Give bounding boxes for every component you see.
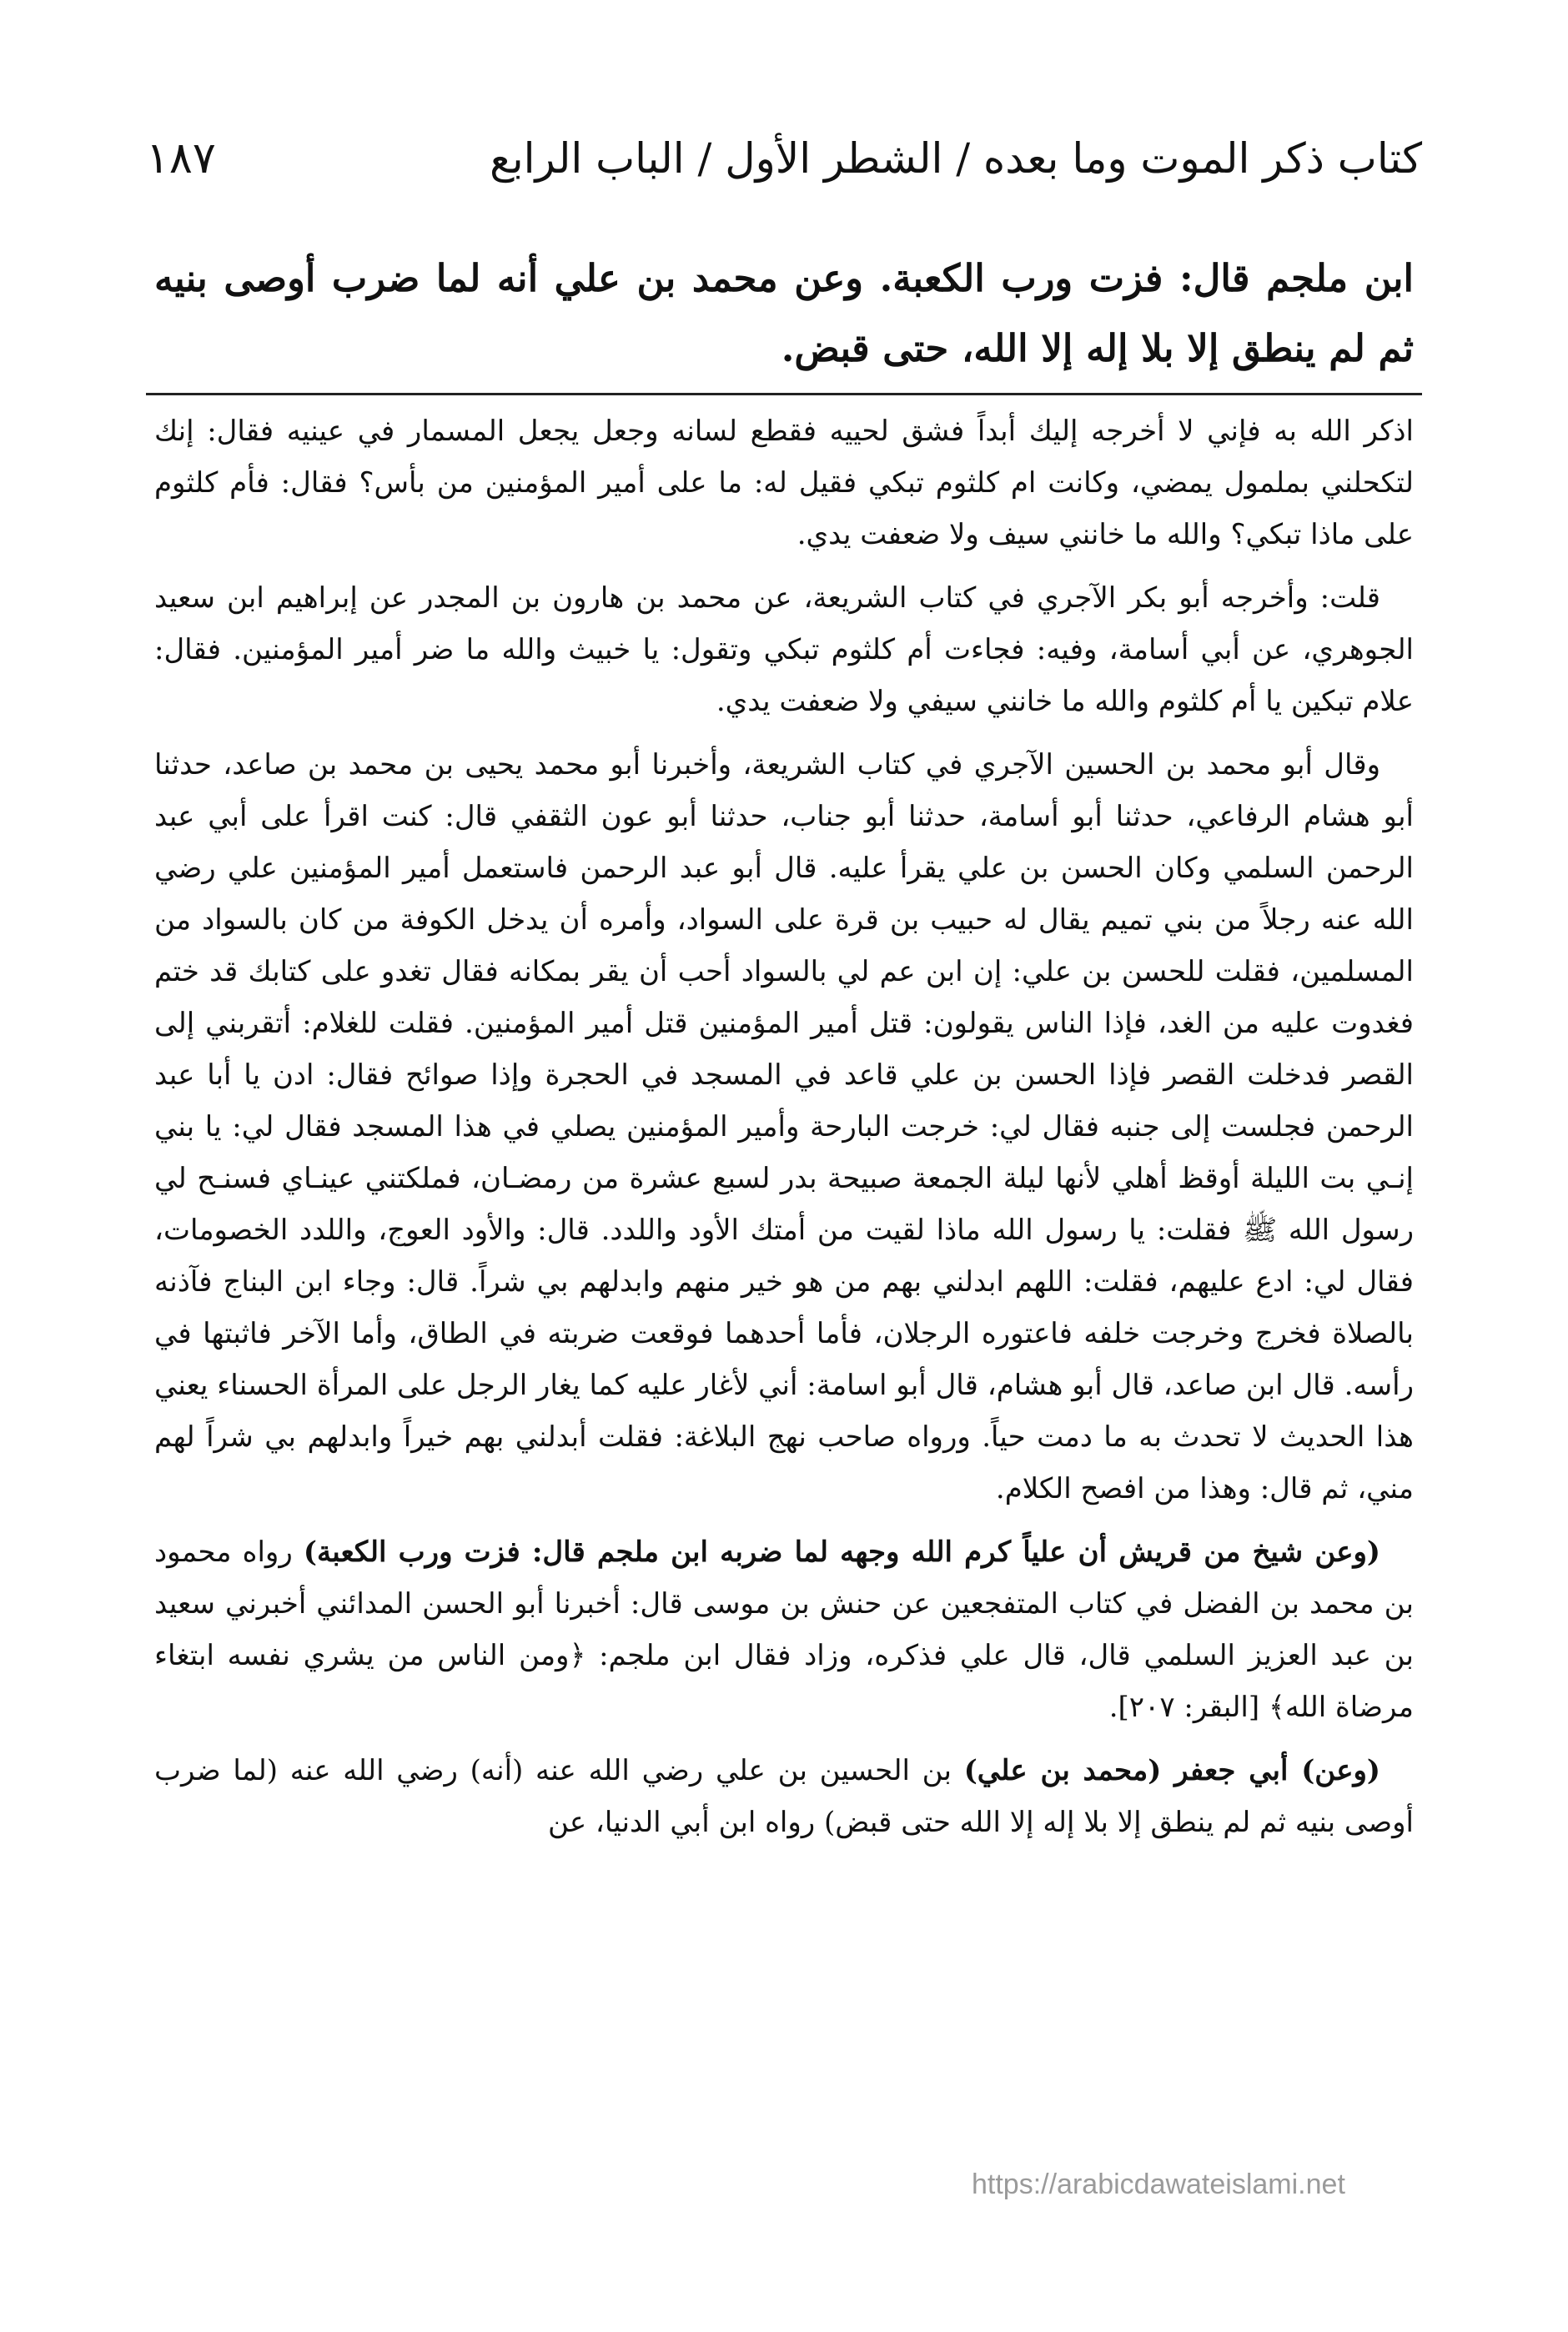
commentary-paragraph [154,1745,1414,1848]
commentary-paragraph [154,1526,1414,1733]
running-head: كتاب ذكر الموت وما بعده / الشطر الأول / الباب الرابع [490,134,1422,183]
watermark: https://arabicdawateislami.net [972,2169,1345,2200]
main-text-block [154,244,1414,384]
commentary-text: رواه محمود بن محمد بن الفضل في كتاب المتفجعين عن حنش بن موسى قال: أخبرنا أبو الحسن المدائني أخبرني سعيد بن عبد العزيز السلمي قال، قال علي فذكره، وزاد فقال ابن ملجم: ﴿ومن الناس من يشري نفسه ابتغاء مرضاة الله﴾ [البقر: ٢٠٧]. [154,1535,1414,1724]
commentary-paragraph [154,405,1414,560]
footnote-divider [146,393,1422,395]
page-number: ١٨٧ [146,133,216,183]
commentary-paragraph [154,572,1414,727]
commentary-text: قلت: وأخرجه أبو بكر الآجري في كتاب الشريعة، عن محمد بن هارون بن المجدر عن إبراهيم ابن سعيد الجوهري، عن أبي أسامة، وفيه: فجاءت أم كلثوم تبكي وتقول: يا خبيث والله ما ضر أمير المؤمنين. فقال: علام تبكين يا أم كلثوم والله ما خانني سيفي ولا ضعفت يدي. [154,581,1414,718]
main-text: ابن ملجم قال: فزت ورب الكعبة. وعن محمد بن علي أنه لما ضرب أوصى بنيه ثم لم ينطق إلا بلا إله إلا الله، حتى قبض. [154,256,1414,370]
commentary-paragraph [154,739,1414,1515]
hadith-quote: (وعن) أبي جعفر (محمد بن علي) [963,1754,1380,1787]
commentary-text: بن الحسين بن علي رضي الله عنه (أنه) رضي الله عنه (لما ضرب أوصى بنيه ثم لم ينطق إلا بلا إله إلا الله حتى قبض) رواه ابن أبي الدنيا، عن [154,1754,1414,1839]
commentary-text: اذكر الله به فإني لا أخرجه إليك أبداً فشق لحييه فقطع لسانه وجعل يجعل المسمار في عينيه فقال: إنك لتكحلني بملمول يمضي، وكانت ام كلثوم تبكي فقيل له: ما على أمير المؤمنين من بأس؟ فقال: فأم كلثوم على ماذا تبكي؟ والله ما خانني سيف ولا ضعفت يدي. [154,415,1414,551]
commentary-text: وقال أبو محمد بن الحسين الآجري في كتاب الشريعة، وأخبرنا أبو محمد يحيى بن محمد بن صاعد، حدثنا أبو هشام الرفاعي، حدثنا أبو أسامة، حدثنا أبو جناب، حدثنا أبو عون الثقفي قال: كنت اقرأ على أبي عبد الرحمن السلمي وكان الحسن بن علي يقرأ عليه. قال أبو عبد الرحمن فاستعمل أمير المؤمنين علي رضي الله عنه رجلاً من بني تميم يقال له حبيب بن قرة على السواد، وأمره أن يدخل الكوفة من كان بالسواد من المسلمين، فقلت للحسن بن علي: إن ابن عم لي بالسواد أحب أن يقر بمكانه فقال تغدو على كتابك قد ختم فغدوت عليه من الغد، فإذا الناس يقولون: قتل أمير المؤمنين قتل أمير المؤمنين. فقلت للغلام: أتقربني إلى القصر فدخلت القصر فإذا الحسن بن علي قاعد في المسجد في الحجرة وإذا صوائح فقال: ادن يا أبا عبد الرحمن فجلست إلى جنبه فقال لي: خرجت البارحة وأمير المؤمنين يصلي في هذا المسجد فقال لي: يا بني إنـي بت الليلة أوقظ أهلي لأنها ليلة الجمعة صبيحة بدر لسبع عشرة من رمضـان، فملكتني عينـاي فسنـح لي رسول الله ﷺ فقلت: يا رسول الله ماذا لقيت من أمتك الأود واللدد. قال: والأود العوج، واللدد الخصومات، فقال لي: ادع عليهم، فقلت: اللهم ابدلني بهم من هو خير منهم وابدلهم بي شراً. قال: وجاء ابن البناج فآذنه بالصلاة فخرج وخرجت خلفه فاعتوره الرجلان، فأما أحدهما فوقعت ضربته في الطاق، وأما الآخر فاثبتها في رأسه. قال ابن صاعد، قال أبو هشام، قال أبو اسامة: أني لأغار عليه كما يغار الرجل على المرأة الحسناء يعني هذا الحديث لا تحدث به ما دمت حياً. ورواه صاحب نهج البلاغة: فقلت أبدلني بهم خيراً وابدلهم بي شراً لهم مني، ثم قال: وهذا من افصح الكلام. [154,748,1414,1505]
page-header [146,125,1422,192]
commentary-block [154,405,1414,1860]
hadith-quote: (وعن شيخ من قريش أن علياً كرم الله وجهه لما ضربه ابن ملجم قال: فزت ورب الكعبة) [303,1535,1381,1569]
